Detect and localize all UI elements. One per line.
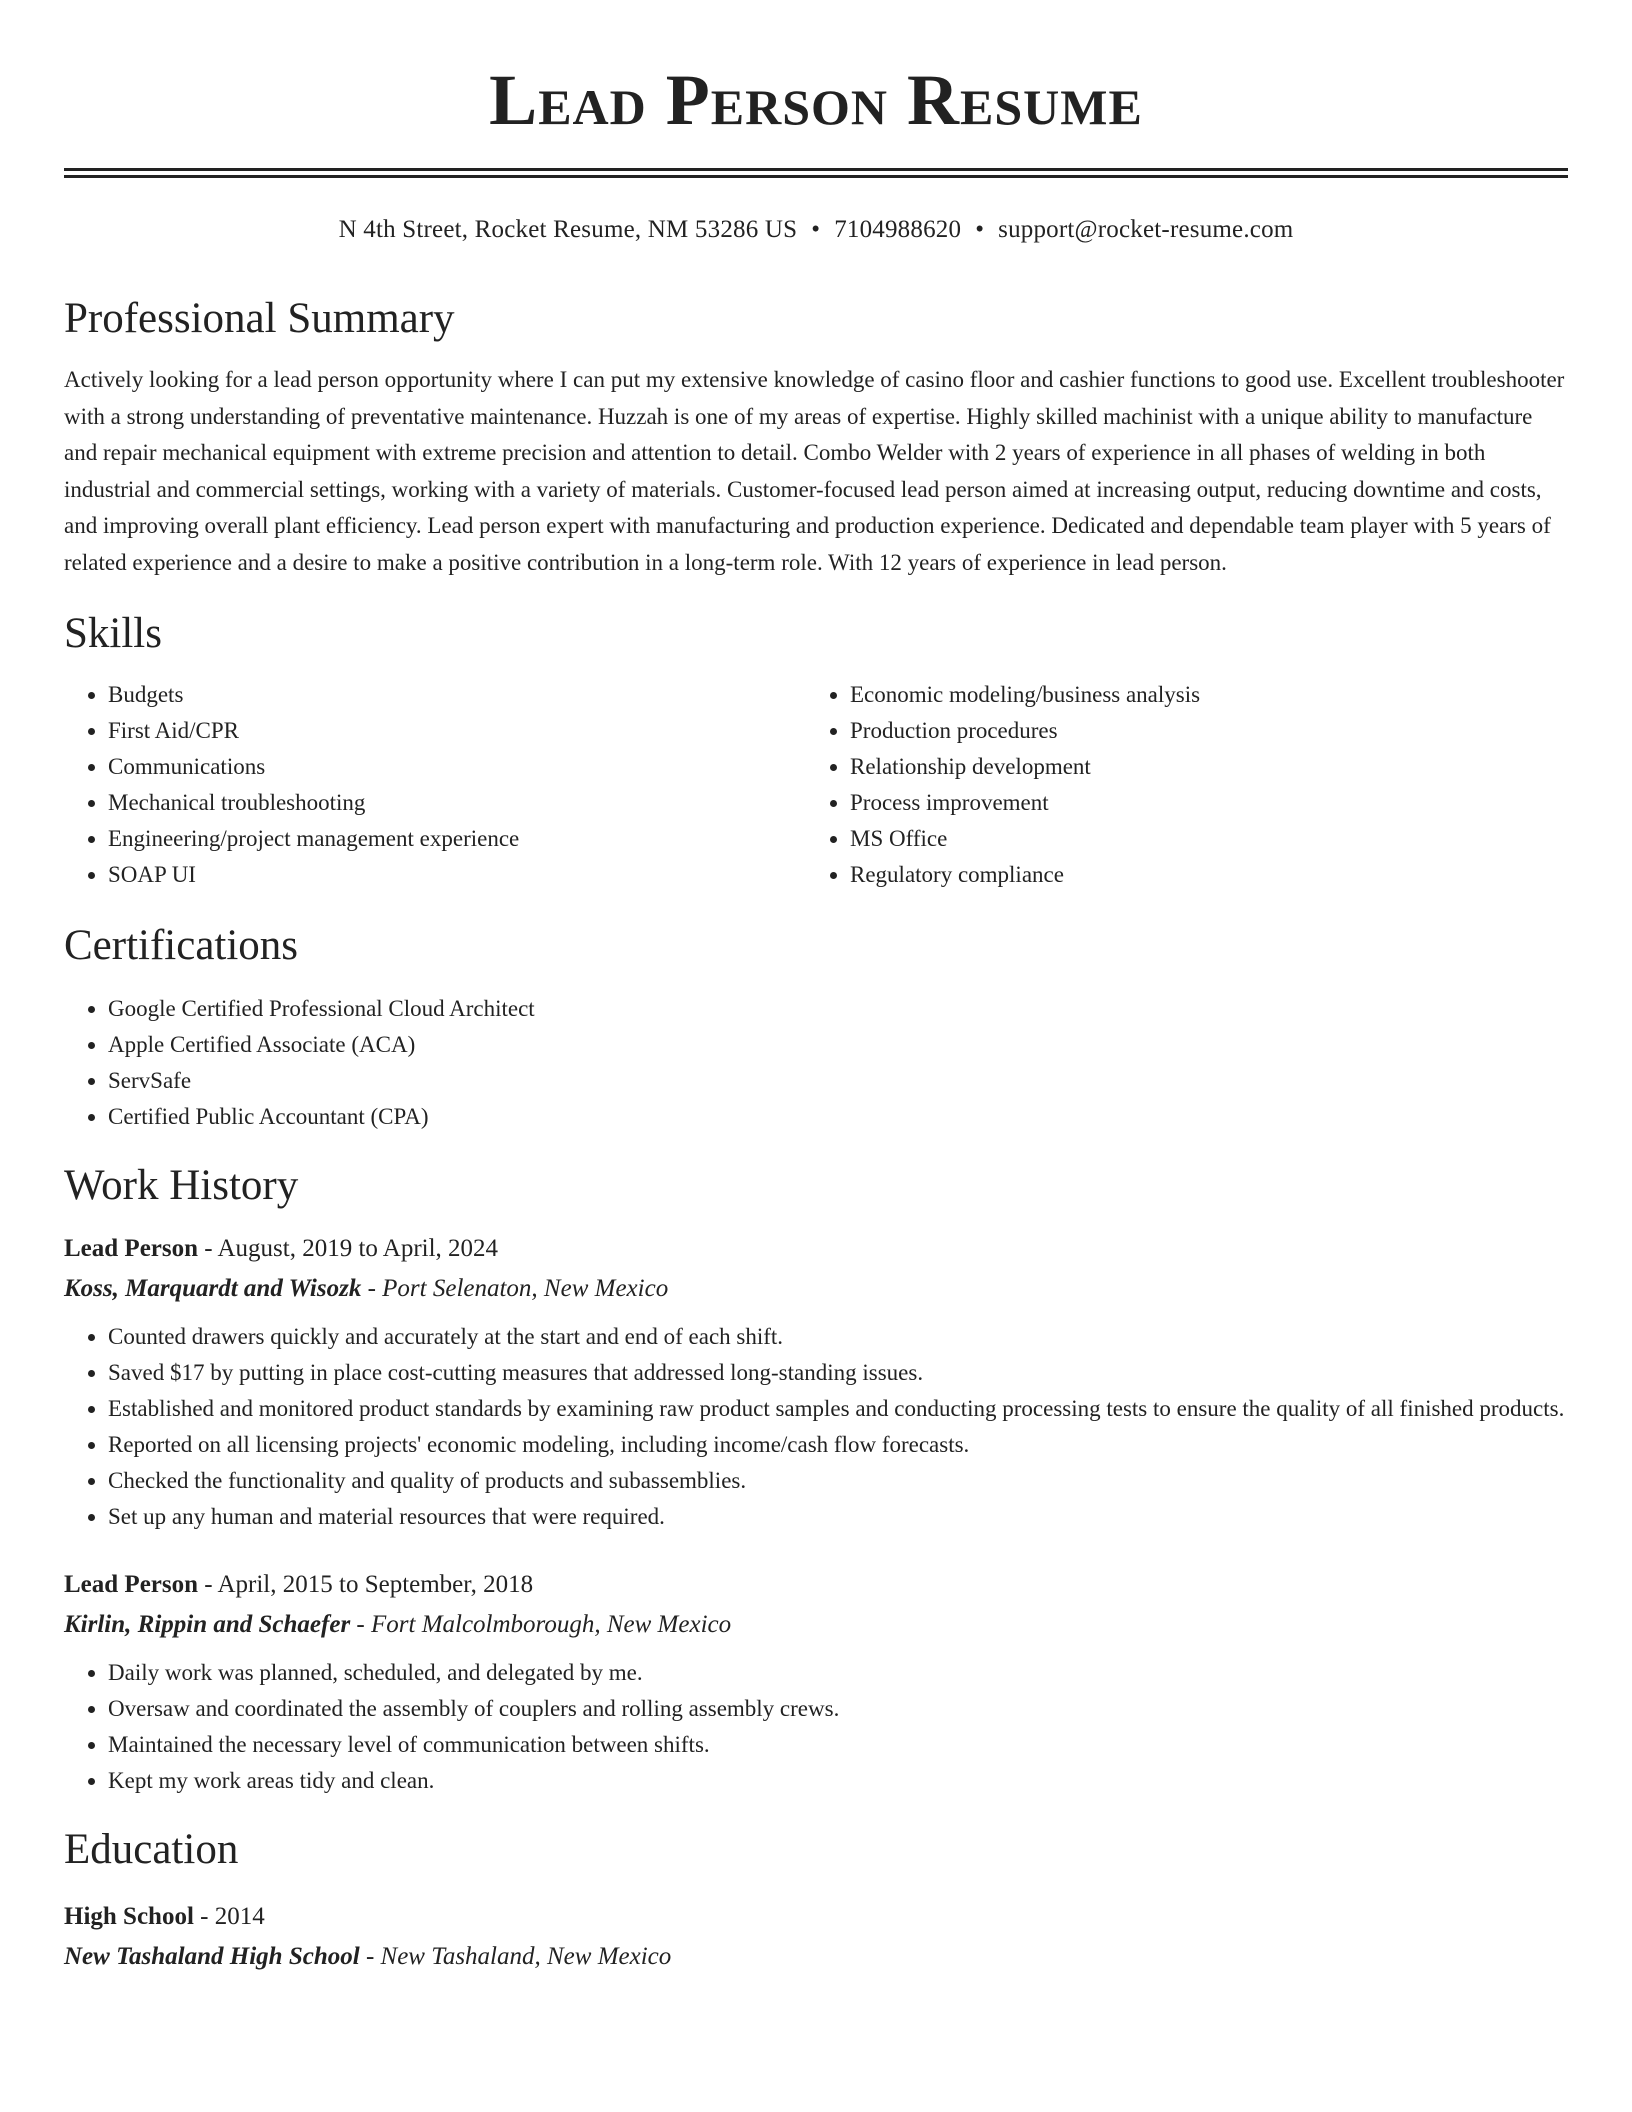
job-bullets <box>64 1655 1568 1799</box>
resume-title: Lead Person Resume <box>489 60 1143 140</box>
skill-item: • Mechanical troubleshooting <box>108 785 806 821</box>
skills-heading: Skills <box>64 610 162 657</box>
job-header <box>64 1229 1568 1269</box>
education-school-line <box>64 1937 1568 1977</box>
job-bullet: • Reported on all licensing projects' economic modeling, including income/cash flow forecasts. <box>108 1427 1568 1463</box>
skill-item: • SOAP UI <box>108 857 806 893</box>
skill-item: • Regulatory compliance <box>850 857 1548 893</box>
job-title: Lead Person <box>64 1571 199 1598</box>
contact-address: N 4th Street, Rocket Resume, NM 53286 US <box>338 216 798 243</box>
job-bullet: • Maintained the necessary level of communication between shifts. <box>108 1727 1568 1763</box>
job-company: Kirlin, Rippin and Schaefer <box>64 1611 351 1638</box>
job-bullet: • Checked the functionality and quality of products and subassemblies. <box>108 1463 1568 1499</box>
certification-item: • ServSafe <box>108 1063 1568 1099</box>
job-bullet: • Kept my work areas tidy and clean. <box>108 1763 1568 1799</box>
certifications-list <box>64 991 1568 1135</box>
skill-item: • Engineering/project management experience <box>108 821 806 857</box>
skills-left-list <box>64 677 806 893</box>
certification-item: • Certified Public Accountant (CPA) <box>108 1099 1568 1135</box>
education-school: New Tashaland High School <box>64 1943 360 1970</box>
job-header <box>64 1565 1568 1605</box>
education-year: - 2014 <box>193 1903 265 1930</box>
work-history-heading: Work History <box>64 1162 299 1209</box>
skill-item: • Process improvement <box>850 785 1548 821</box>
skills-left-column <box>64 677 806 893</box>
contact-email: support@rocket-resume.com <box>998 216 1294 243</box>
job-bullet: • Oversaw and coordinated the assembly of couplers and rolling assembly crews. <box>108 1691 1568 1727</box>
job-company: Koss, Marquardt and Wisozk <box>64 1275 362 1302</box>
job-location: - Fort Malcolmborough, New Mexico <box>350 1611 732 1638</box>
skill-item: • Budgets <box>108 677 806 713</box>
job-employer <box>64 1269 1568 1309</box>
contact-phone: 7104988620 <box>834 216 962 243</box>
job-bullet: • Established and monitored product standards by examining raw product samples and conducting processing tests to ensure the quality of all finished products. <box>108 1391 1568 1427</box>
summary-heading: Professional Summary <box>64 295 455 342</box>
skill-item: • MS Office <box>850 821 1548 857</box>
job-title: Lead Person <box>64 1235 199 1262</box>
job-employer <box>64 1605 1568 1645</box>
job-dates: - August, 2019 to April, 2024 <box>198 1235 499 1262</box>
job-location: - Port Selenaton, New Mexico <box>361 1275 669 1302</box>
certifications-heading: Certifications <box>64 922 299 969</box>
skill-item: • Relationship development <box>850 749 1548 785</box>
skill-item: • Communications <box>108 749 806 785</box>
contact-separator: • <box>975 216 985 243</box>
education-degree: High School <box>64 1903 194 1930</box>
job-bullet: • Saved $17 by putting in place cost-cutting measures that addressed long-standing issues. <box>108 1355 1568 1391</box>
job-bullet: • Counted drawers quickly and accurately at the start and end of each shift. <box>108 1319 1568 1355</box>
education-heading: Education <box>64 1826 239 1873</box>
certification-item: • Google Certified Professional Cloud Architect <box>108 991 1568 1027</box>
skills-right-column <box>806 677 1548 893</box>
skill-item: • First Aid/CPR <box>108 713 806 749</box>
job-bullets <box>64 1319 1568 1535</box>
job-dates: - April, 2015 to September, 2018 <box>198 1571 534 1598</box>
education-location: - New Tashaland, New Mexico <box>359 1943 672 1970</box>
certification-item: • Apple Certified Associate (ACA) <box>108 1027 1568 1063</box>
job-bullet: • Set up any human and material resources that were required. <box>108 1499 1568 1535</box>
skill-item: • Production procedures <box>850 713 1548 749</box>
contact-line <box>64 214 1568 246</box>
skills-right-list <box>806 677 1548 893</box>
education-header <box>64 1897 1568 1937</box>
skill-item: • Economic modeling/business analysis <box>850 677 1548 713</box>
skills-columns <box>64 677 1568 893</box>
job-bullet: • Daily work was planned, scheduled, and delegated by me. <box>108 1655 1568 1691</box>
summary-text: Actively looking for a lead person opportunity where I can put my extensive knowledge of casino floor and cashier functions to good use. Excellent troubleshooter with a strong understanding of preventative maintenance. Huzzah is one of my areas of expertise. Highly skilled machinist with a unique ability to manufacture and repair mechanical equipment with extreme precision and attention to detail. Combo Welder with 2 years of experience in all phases of welding in both industrial and commercial settings, working with a variety of materials. Customer-focused lead person aimed at increasing output, reducing downtime and costs, and improving overall plant efficiency. Lead person expert with manufacturing and production experience. Dedicated and dependable team player with 5 years of related experience and a desire to make a positive contribution in a long-term role. With 12 years of experience in lead person. <box>64 367 1565 575</box>
title-double-rule <box>64 168 1568 178</box>
contact-separator: • <box>811 216 821 243</box>
